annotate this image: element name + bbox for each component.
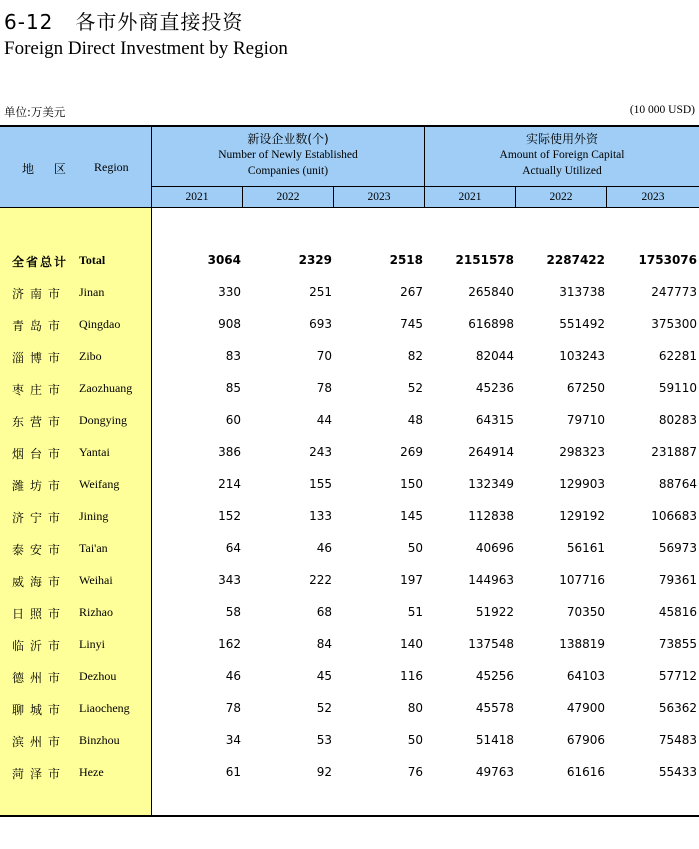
title-cn-text: 各市外商直接投资 [75,10,244,34]
table-cell: 138819 [559,637,605,651]
table-cell: 144963 [468,573,514,587]
region-name-en: Rizhao [79,605,113,619]
table-cell: 375300 [651,317,697,331]
table-cell: 79361 [658,573,697,587]
table-cell: 79710 [566,413,605,427]
region-name-en: Jining [79,509,109,523]
table-cell: 45236 [475,381,514,395]
region-name-cn: 临沂市 [12,639,67,653]
table-cell: 222 [309,573,332,587]
table-cell: 52 [316,701,332,715]
table-cell: 64315 [475,413,514,427]
table-cell: 45816 [658,605,697,619]
table-cell: 330 [218,285,241,299]
table-cell: 103243 [559,349,605,363]
year-header: 2022 [516,187,607,208]
table-cell: 55433 [658,765,697,779]
table-cell: 2151578 [455,253,514,267]
table-cell: 45578 [475,701,514,715]
table-cell: 2287422 [546,253,605,267]
table-bottom-rule [0,815,699,817]
table-row [0,442,699,462]
page-title-en: Foreign Direct Investment by Region [4,38,288,59]
table-cell: 64 [225,541,241,555]
table-cell: 56973 [658,541,697,555]
table-row [0,314,699,334]
table-cell: 132349 [468,477,514,491]
page-title-cn [4,6,243,35]
table-row [0,666,699,686]
table-row [0,602,699,622]
table-cell: 313738 [559,285,605,299]
region-name-en: Zaozhuang [79,381,133,395]
region-name-en: Heze [79,765,104,779]
table-cell: 56362 [658,701,697,715]
table-cell: 129192 [559,509,605,523]
table-cell: 155 [309,477,332,491]
region-name-cn: 泰安市 [12,543,67,557]
table-cell: 67250 [566,381,605,395]
table-cell: 67906 [566,733,605,747]
region-name-cn: 青岛市 [12,319,67,333]
region-name-en: Qingdao [79,317,121,331]
table-cell: 50 [407,733,423,747]
region-name-cn: 枣庄市 [12,383,67,397]
table-row [0,698,699,718]
table-row [0,570,699,590]
table-row [0,762,699,782]
table-row [0,410,699,430]
table-row [0,282,699,302]
region-name-cn: 潍坊市 [12,479,67,493]
table-cell: 2329 [298,253,332,267]
group-header-en-line1: Number of Newly Established [218,149,358,161]
table-cell: 140 [400,637,423,651]
table-cell: 78 [225,701,241,715]
table-row-total [0,250,699,270]
table-cell: 133 [309,509,332,523]
table-cell: 247773 [651,285,697,299]
table-cell: 60 [225,413,241,427]
table-cell: 298323 [559,445,605,459]
region-name-cn: 烟台市 [12,447,67,461]
table-cell: 269 [400,445,423,459]
region-name-en: Binzhou [79,733,120,747]
table-cell: 53 [316,733,332,747]
table-cell: 70 [316,349,332,363]
year-header: 2021 [152,187,243,208]
region-name-cn: 威海市 [12,575,67,589]
table-cell: 50 [407,541,423,555]
year-header: 2023 [607,187,699,208]
table-row [0,730,699,750]
table-cell: 152 [218,509,241,523]
table-cell: 84 [316,637,332,651]
region-name-en: Weihai [79,573,113,587]
table-cell: 150 [400,477,423,491]
unit-label-en: (10 000 USD) [629,104,695,116]
table-cell: 551492 [559,317,605,331]
table-cell: 78 [316,381,332,395]
table-cell: 80 [407,701,423,715]
table-cell: 61 [225,765,241,779]
region-name-en: Total [79,253,106,267]
table-cell: 58 [225,605,241,619]
table-cell: 251 [309,285,332,299]
table-cell: 57712 [658,669,697,683]
table-cell: 46 [225,669,241,683]
table-cell: 231887 [651,445,697,459]
stub-header-en: Region [94,160,129,174]
table-cell: 82044 [475,349,514,363]
table-cell: 45256 [475,669,514,683]
table-cell: 243 [309,445,332,459]
table-cell: 40696 [475,541,514,555]
year-header: 2022 [243,187,334,208]
stub-header-cn: 地 区 [22,162,74,176]
table-cell: 34 [225,733,241,747]
region-name-en: Dezhou [79,669,117,683]
year-header: 2023 [334,187,425,208]
region-name-en: Jinan [79,285,105,299]
column-group-foreign-capital [425,127,699,187]
table-row [0,506,699,526]
table-cell: 68 [316,605,332,619]
table-cell: 3064 [207,253,241,267]
table-cell: 267 [400,285,423,299]
group-header-en-line2: Actually Utilized [522,165,602,177]
table-cell: 51418 [475,733,514,747]
table-cell: 52 [407,381,423,395]
table-cell: 49763 [475,765,514,779]
table-row [0,378,699,398]
region-name-cn: 菏泽市 [12,767,67,781]
stub-header [0,127,152,208]
table-cell: 137548 [468,637,514,651]
table-cell: 47900 [566,701,605,715]
table-cell: 88764 [658,477,697,491]
table-cell: 745 [400,317,423,331]
table-cell: 116 [400,669,423,683]
table-row [0,634,699,654]
group-header-cn: 实际使用外资 [525,132,598,146]
table-cell: 92 [316,765,332,779]
region-name-cn: 济宁市 [12,511,67,525]
group-header-en-line2: Companies (unit) [247,165,329,177]
table-cell: 1753076 [638,253,697,267]
table-row [0,538,699,558]
region-name-cn: 德州市 [12,671,67,685]
table-cell: 343 [218,573,241,587]
table-cell: 75483 [658,733,697,747]
region-name-en: Yantai [79,445,110,459]
table-cell: 82 [407,349,423,363]
table-cell: 112838 [468,509,514,523]
table-cell: 51922 [475,605,514,619]
table-cell: 73855 [658,637,697,651]
table-cell: 693 [309,317,332,331]
table-cell: 51 [407,605,423,619]
table-cell: 264914 [468,445,514,459]
table-cell: 46 [316,541,332,555]
region-name-en: Liaocheng [79,701,130,715]
table-cell: 76 [407,765,423,779]
table-cell: 197 [400,573,423,587]
region-name-en: Dongying [79,413,127,427]
table-row [0,346,699,366]
table-cell: 386 [218,445,241,459]
table-cell: 44 [316,413,332,427]
region-name-cn: 日照市 [12,607,67,621]
region-name-cn: 东营市 [12,415,67,429]
group-header-cn: 新设企业数(个) [247,132,329,146]
table-cell: 107716 [559,573,605,587]
table-cell: 70350 [566,605,605,619]
table-cell: 616898 [468,317,514,331]
region-name-en: Tai'an [79,541,108,555]
region-name-cn: 济南市 [12,287,67,301]
unit-label-cn: 单位:万美元 [4,105,66,119]
table-cell: 106683 [651,509,697,523]
table-cell: 62281 [658,349,697,363]
table-cell: 145 [400,509,423,523]
column-group-new-companies [152,127,425,187]
table-cell: 64103 [566,669,605,683]
table-cell: 48 [407,413,423,427]
table-cell: 908 [218,317,241,331]
region-name-cn: 淄博市 [12,351,67,365]
region-name-cn: 全省总计 [12,255,69,269]
table-cell: 83 [225,349,241,363]
table-cell: 56161 [566,541,605,555]
table-cell: 61616 [566,765,605,779]
table-row [0,474,699,494]
table-cell: 85 [225,381,241,395]
region-name-cn: 聊城市 [12,703,67,717]
table-cell: 265840 [468,285,514,299]
table-cell: 214 [218,477,241,491]
year-header: 2021 [425,187,516,208]
table-number: 6-12 [4,10,54,34]
table-cell: 59110 [658,381,697,395]
table-cell: 45 [316,669,332,683]
table-cell: 80283 [658,413,697,427]
table-cell: 129903 [559,477,605,491]
region-name-en: Zibo [79,349,102,363]
region-name-cn: 滨州市 [12,735,67,749]
table-cell: 162 [218,637,241,651]
table-cell: 2518 [389,253,423,267]
region-name-en: Linyi [79,637,105,651]
region-name-en: Weifang [79,477,120,491]
group-header-en-line1: Amount of Foreign Capital [499,149,625,161]
